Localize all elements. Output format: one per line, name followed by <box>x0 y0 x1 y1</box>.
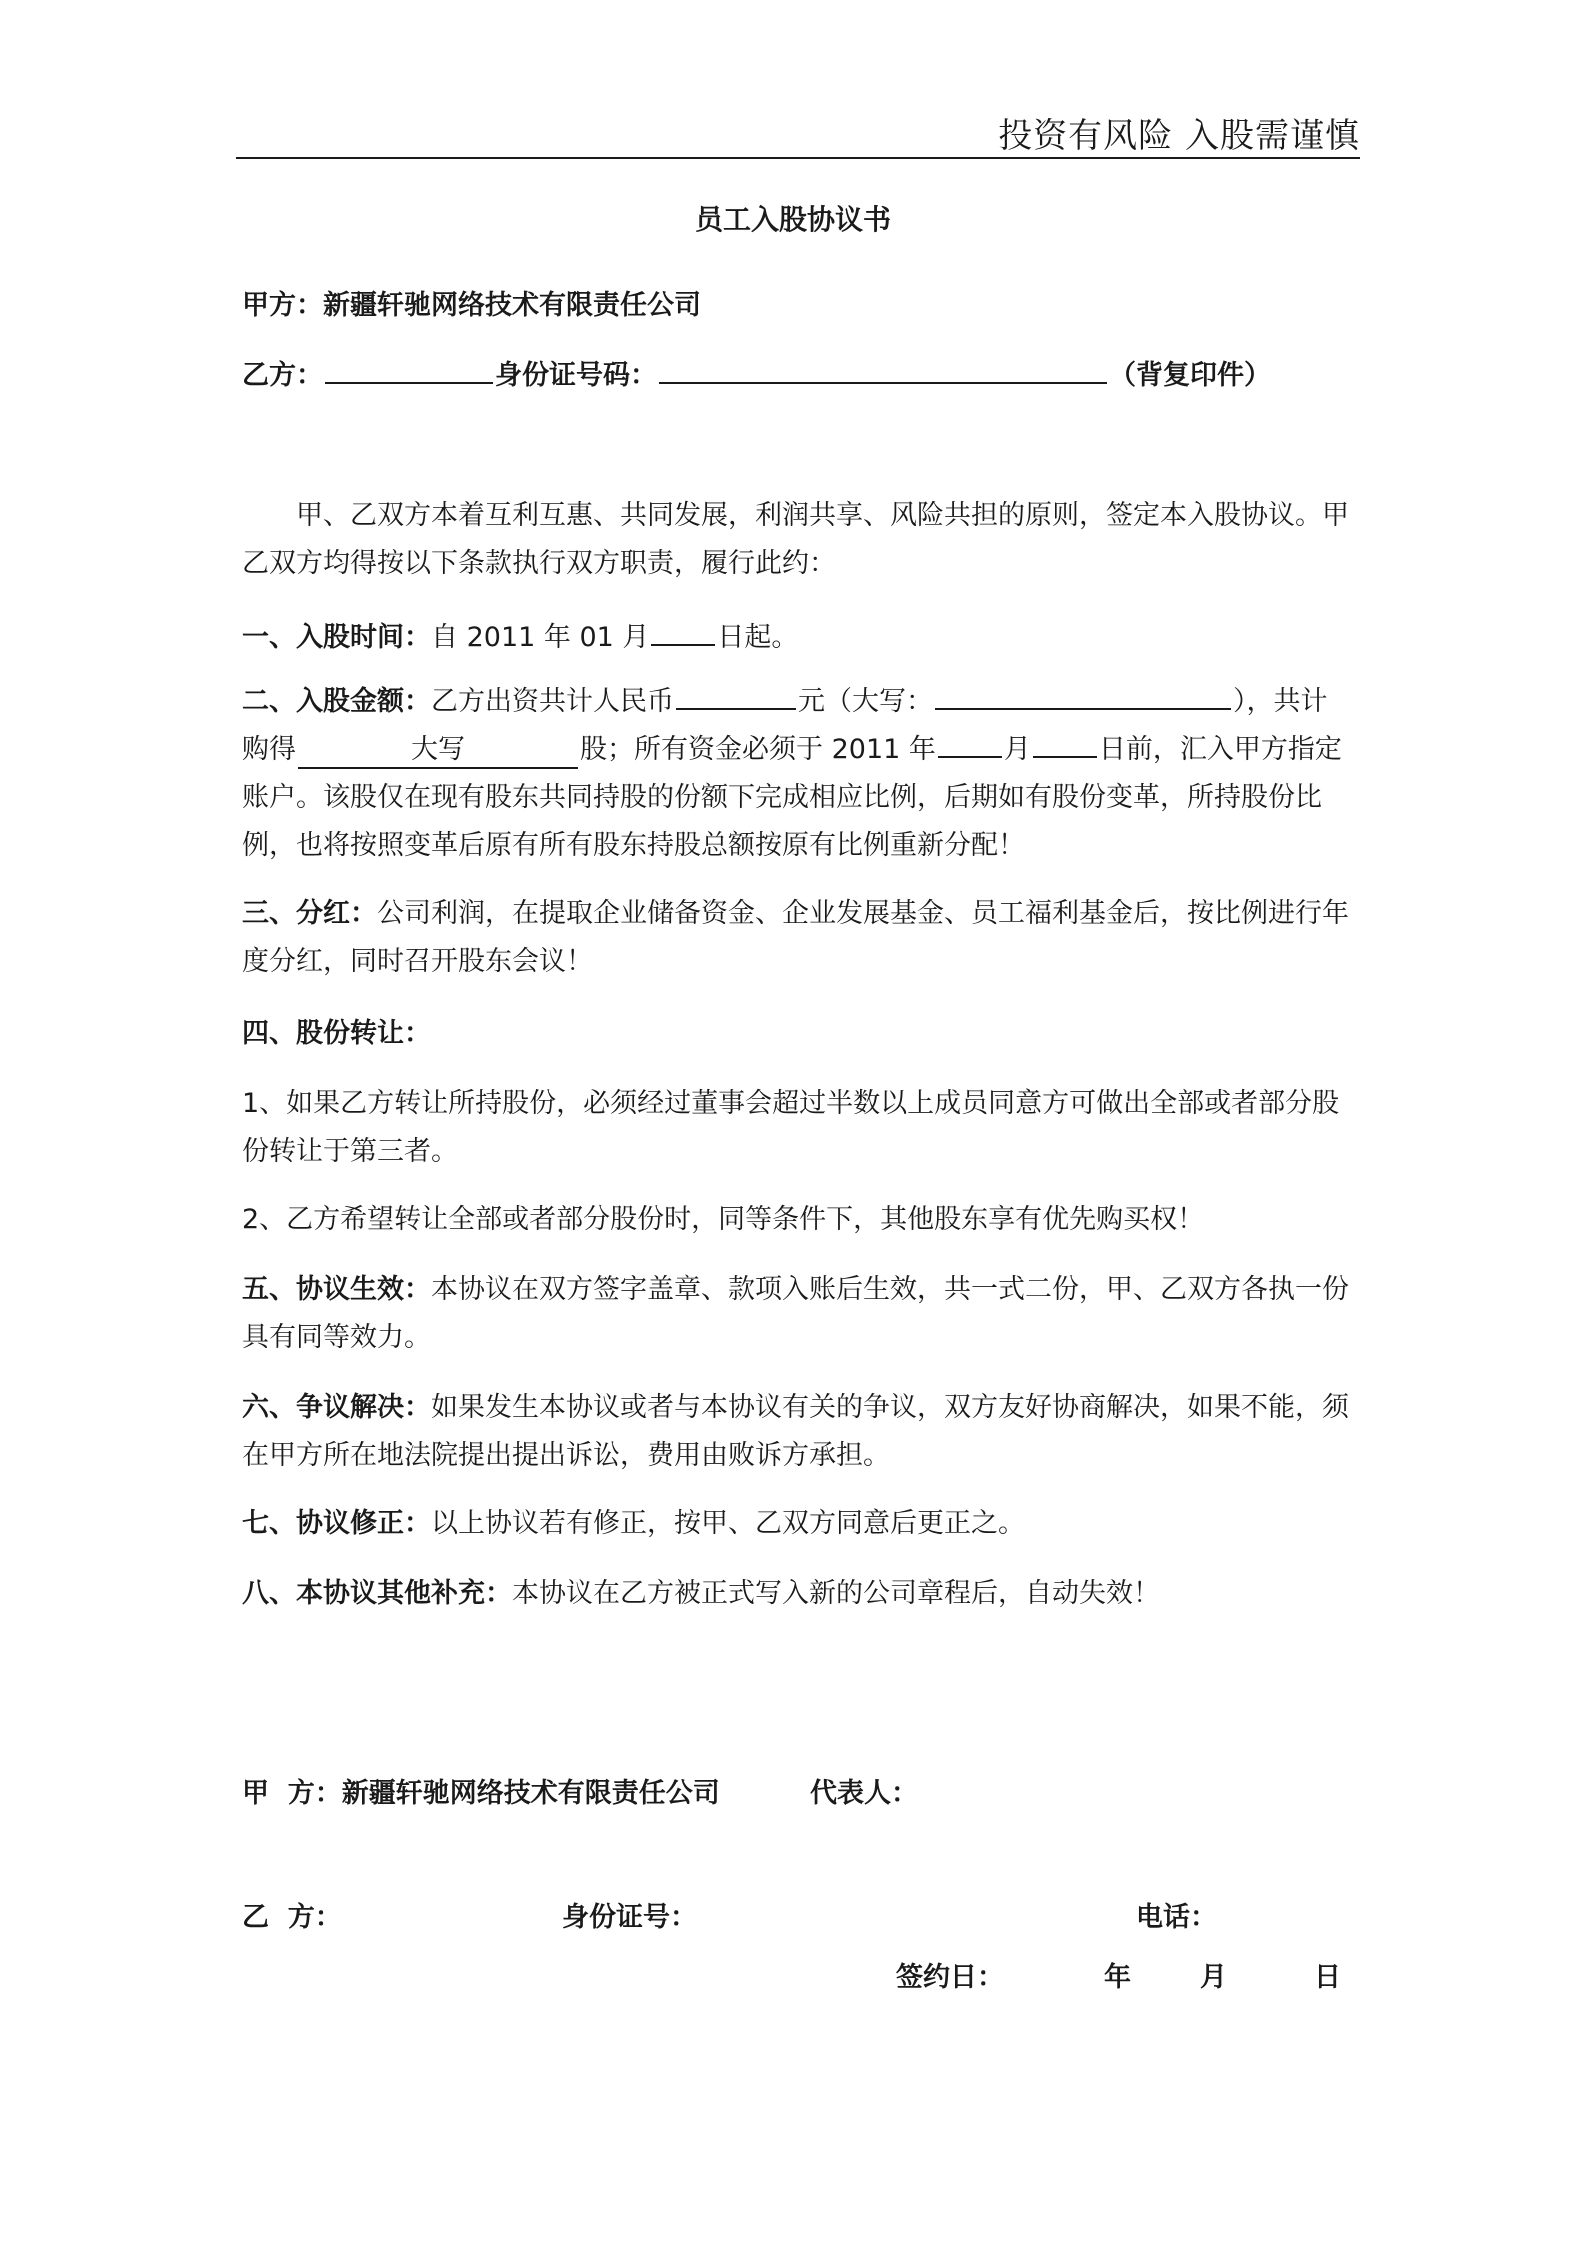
clause-2-heading: 二、入股金额： <box>242 686 431 717</box>
deadline-month-blank[interactable] <box>938 726 1002 758</box>
clause-7 <box>242 1500 1358 1548</box>
clause-1-text-b: 日起。 <box>717 622 799 653</box>
amount-blank[interactable] <box>676 678 796 710</box>
clause-3-text: 公司利润，在提取企业储备资金、企业发展基金、员工福利基金后，按比例进行年度分红，同时召开股东会议！ <box>242 898 1349 977</box>
clause-2-p1: 乙方出资共计人民币 <box>431 686 674 717</box>
header-motto: 投资有风险 入股需谨慎 <box>998 116 1360 156</box>
clause-4-item-2: 2、乙方希望转让全部或者部分股份时，同等条件下，其他股东享有优先购买权！ <box>242 1204 1205 1235</box>
signature-representative: 代表人： <box>810 1778 918 1809</box>
clause-6 <box>242 1384 1354 1480</box>
clause-2-p6: 股；所有资金必须于 2011 年 <box>580 734 936 765</box>
clause-2-p2: 元（大写： <box>798 686 933 717</box>
intro-paragraph: 甲、乙双方本着互利互惠、共同发展，利润共享、风险共担的原则，签定本入股协议。甲乙双方均得按以下条款执行双方职责，履行此约： <box>242 500 1349 579</box>
clause-2-p7: 月 <box>1003 734 1031 765</box>
shares-blank[interactable]: 大写 <box>298 733 578 769</box>
party-b-id-blank[interactable] <box>659 352 1107 384</box>
signature-date-label: 签约日： <box>896 1962 1004 1993</box>
clause-7-text: 以上协议若有修正，按甲、乙双方同意后更正之。 <box>431 1508 1025 1539</box>
signature-party-b: 乙 方： <box>242 1902 342 1933</box>
party-b-name-blank[interactable] <box>325 352 493 384</box>
deadline-day-blank[interactable] <box>1033 726 1097 758</box>
party-a-line <box>242 282 1358 330</box>
header-rule <box>236 157 1360 159</box>
document-title: 员工入股协议书 <box>694 203 891 236</box>
clause-8 <box>242 1570 1358 1618</box>
clause-7-heading: 七、协议修正： <box>242 1508 431 1539</box>
clause-8-text: 本协议在乙方被正式写入新的公司章程后，自动失效！ <box>512 1578 1160 1609</box>
signature-month: 月 <box>1200 1962 1227 1993</box>
clause-5-text: 本协议在双方签字盖章、款项入账后生效，共一式二份，甲、乙双方各执一份具有同等效力。 <box>242 1274 1349 1353</box>
clause-8-heading: 八、本协议其他补充： <box>242 1578 512 1609</box>
clause-1-heading: 一、入股时间： <box>242 622 431 653</box>
signature-day: 日 <box>1314 1962 1341 1993</box>
clause-4-item-1: 1、如果乙方转让所持股份，必须经过董事会超过半数以上成员同意方可做出全部或者部分股份转让于第三者。 <box>242 1088 1340 1167</box>
party-a-name: 新疆轩驰网络技术有限责任公司 <box>323 290 701 321</box>
clause-2-p8: 日前，汇入甲方指定账户。该股仅在现有股东共同持股的份额下完成相应比例，后期如有股份变革，所持股份比例，也将按照变革后原有所有股东持股总额按原有比例重新分配！ <box>242 734 1342 861</box>
clause-3-heading: 三、分红： <box>242 898 377 929</box>
clause-5-heading: 五、协议生效： <box>242 1274 431 1305</box>
amount-words-blank[interactable] <box>935 678 1231 710</box>
party-a-label: 甲方： <box>242 290 323 321</box>
party-b-line <box>242 352 1358 400</box>
clause-6-text: 如果发生本协议或者与本协议有关的争议，双方友好协商解决，如果不能，须在甲方所在地法院提出提出诉讼，费用由败诉方承担。 <box>242 1392 1349 1471</box>
clause-1 <box>242 614 1358 662</box>
clause-5 <box>242 1266 1354 1362</box>
signature-party-a: 甲 方：新疆轩驰网络技术有限责任公司 <box>242 1778 720 1809</box>
clause-2-p3: ），共计 <box>1233 686 1328 717</box>
clause-1-day-blank[interactable] <box>651 614 715 646</box>
party-b-label: 乙方： <box>242 360 323 391</box>
clause-1-text-a: 自 2011 年 01 月 <box>431 622 650 653</box>
signature-id: 身份证号： <box>562 1902 697 1933</box>
clause-6-heading: 六、争议解决： <box>242 1392 431 1423</box>
clause-2 <box>242 678 1354 870</box>
signature-year: 年 <box>1104 1962 1131 1993</box>
signature-phone: 电话： <box>1136 1902 1217 1933</box>
clause-3 <box>242 890 1354 986</box>
clause-2-p4: 购得 <box>242 734 296 765</box>
party-b-id-label: 身份证号码： <box>495 360 657 391</box>
clause-4-heading: 四、股份转让： <box>242 1018 431 1049</box>
party-b-id-note: （背复印件） <box>1109 360 1271 391</box>
